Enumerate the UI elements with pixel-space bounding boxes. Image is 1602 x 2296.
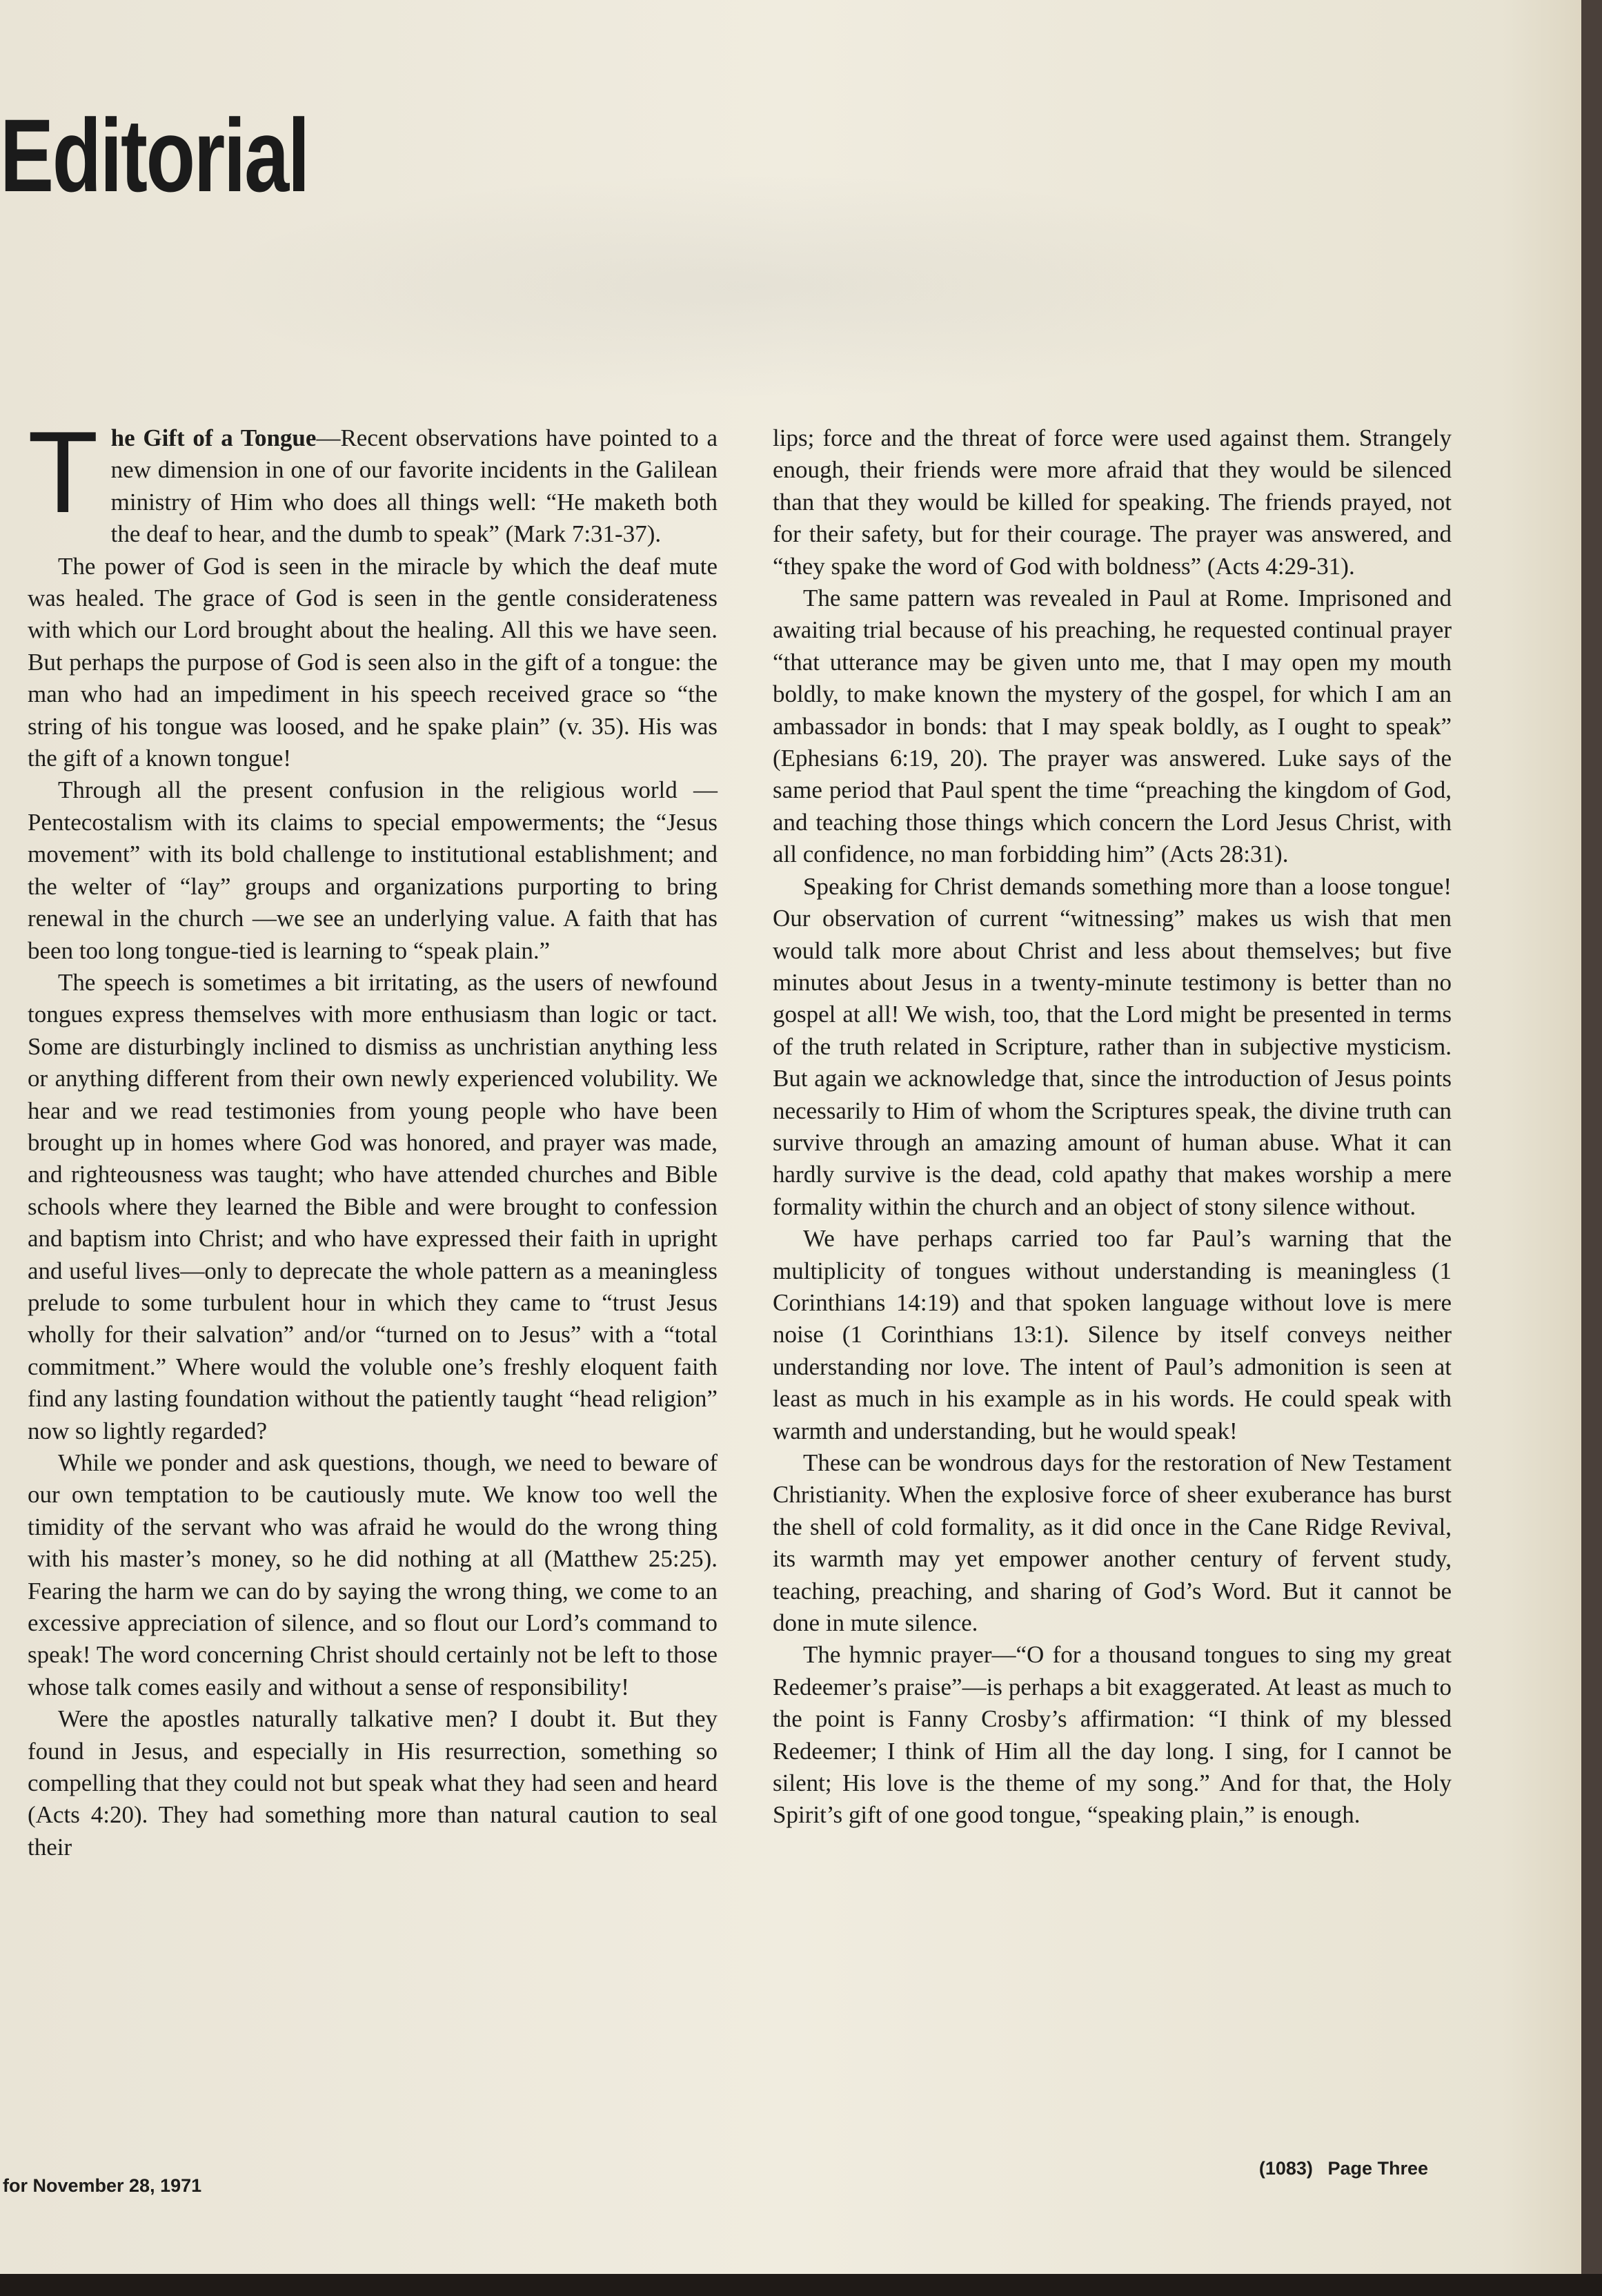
right-paragraph-2: The same pattern was revealed in Paul at Rome. Imprisoned and awaiting trial because of his preaching, he requested continual prayer “that utterance may be given unto me, that I may open my mouth boldly, to make known the mystery of the gospel, for which I am an ambassador in bonds: that I may speak boldly, as I ought to speak” (Ephesians 6:19, 20). The prayer was answered. Luke says of the same period that Paul spent the time “preaching the kingdom of God, and teaching those things which concern the Lord Jesus Christ, with all confidence, no man forbidding him” (Acts 28:31). bbox=[773, 585, 1452, 868]
drop-cap: T bbox=[28, 407, 99, 537]
right-paragraph-4: We have perhaps carried too far Paul’s warning that the multiplicity of tongues without understanding is meaningless (1 Corinthians 14:19) and that spoken language without love is mere noise (1 Corinthians 13:1). Silence by itself conveys neither understanding nor love. The intent of Paul’s admonition is seen at least as much in his example as in his words. He could speak with warmth and understanding, but he would speak! bbox=[773, 1225, 1452, 1444]
footer-date: for November 28, 1971 bbox=[3, 2175, 202, 2196]
right-column bbox=[773, 422, 1452, 1832]
left-paragraph-1 bbox=[28, 407, 718, 551]
left-paragraph-5: While we ponder and ask questions, though, we need to beware of our own temptation to be cautiously mute. We know too well the timidity of the servant who was afraid he would do the wrong thing with his master’s money, so he did nothing at all (Matthew 25:25). Fearing the harm we can do by saying the wrong thing, we come to an excessive appreciation of silence, and so flout our Lord’s command to speak! The word concerning Christ should certainly not be left to those whose talk comes easily and without a sense of responsibility! bbox=[28, 1449, 718, 1700]
article-lead-title: he Gift of a Tongue bbox=[110, 424, 317, 451]
left-column bbox=[28, 407, 718, 1863]
page-label: Page Three bbox=[1327, 2158, 1428, 2179]
footer-page-info bbox=[1249, 2158, 1428, 2179]
page-edge-shadow bbox=[1581, 0, 1602, 2296]
show-through-image bbox=[200, 173, 1304, 400]
left-paragraph-1-text: —Recent observations have pointed to a new dimension in one of our favorite incidents in the Galilean ministry of Him who does all things well: “He maketh both the deaf to hear, and the dumb to speak” (Mark 7:31-37). bbox=[110, 424, 718, 548]
right-paragraph-6: The hymnic prayer—“O for a thousand tongues to sing my great Redeemer’s praise”—is perhaps a bit exaggerated. At least as much to the point is Fanny Crosby’s affirmation: “I think of my blessed Redeemer; I think of Him all the day long. I sing, for I cannot be silent; His love is the theme of my song.” And for that, the Holy Spirit’s gift of one good tongue, “speaking plain,” is enough. bbox=[773, 1641, 1452, 1829]
issue-number: (1083) bbox=[1258, 2158, 1313, 2179]
left-paragraph-4: The speech is sometimes a bit irritating, as the users of newfound tongues express themselves with more enthusiasm than logic or tact. Some are disturbingly inclined to dismiss as unchristian anything less or anything different from their own newly experienced volubility. We hear and we read testimonies from young people who have been brought up in homes where God was honored, and prayer was made, and righteousness was taught; who have attended churches and Bible schools where they learned the Bible and were brought to confession and baptism into Christ; and who have expressed their faith in upright and useful lives—only to deprecate the whole pattern as a meaningless prelude to some turbulent hour in which they came to “trust Jesus wholly for their salvation” and/or “turned on to Jesus” with a “total commitment.” Where would the voluble one’s freshly eloquent faith find any lasting foundation without the patiently taught “head religion” now so lightly regarded? bbox=[28, 968, 718, 1444]
scan-bottom-edge bbox=[0, 2274, 1602, 2296]
left-paragraph-3: Through all the present confusion in the religious world —Pentecostalism with its claims to special empowerments; the “Jesus movement” with its bold challenge to institutional establishment; and the welter of “lay” groups and organizations purporting to bring renewal in the church —we see an underlying value. A faith that has been too long tongue-tied is learning to “speak plain.” bbox=[28, 776, 718, 964]
right-paragraph-1: lips; force and the threat of force were used against them. Strangely enough, their friends were more afraid that they would be silenced than that they would be killed for speaking. The friends prayed, not for their safety, but for their courage. The prayer was answered, and “they spake the word of God with boldness” (Acts 4:29-31). bbox=[773, 424, 1452, 580]
editorial-masthead: Editorial bbox=[0, 97, 309, 213]
left-paragraph-2: The power of God is seen in the miracle by which the deaf mute was healed. The grace of God is seen in the gentle considerateness with which our Lord brought about the healing. All this we have seen. But perhaps the purpose of God is seen also in the gift of a tongue: the man who had an impediment in his speech received grace so “the string of his tongue was loosed, and he spake plain” (v. 35). His was the gift of a known tongue! bbox=[28, 552, 718, 772]
left-paragraph-6: Were the apostles naturally talkative men? I doubt it. But they found in Jesus, and especially in His resurrection, something so compelling that they could not but speak what they had seen and heard (Acts 4:20). They had something more than natural caution to seal their bbox=[28, 1705, 718, 1861]
right-paragraph-3: Speaking for Christ demands something more than a loose tongue! Our observation of current “witnessing” makes us wish that men would talk more about Christ and less about themselves; but five minutes about Jesus in a twenty-minute testimony is better than no gospel at all! We wish, too, that the Lord might be presented in terms of the truth related in Scripture, rather than in subjective mysticism. But again we acknowledge that, since the introduction of Jesus points necessarily to Him of whom the Scriptures speak, the divine truth can survive through an amazing amount of human abuse. What it can hardly survive is the dead, cold apathy that makes worship a mere formality within the church and an object of stony silence without. bbox=[773, 872, 1452, 1220]
right-paragraph-5: These can be wondrous days for the restoration of New Testament Christianity. When the explosive force of sheer exuberance has burst the shell of cold formality, as it did once in the Cane Ridge Revival, its warmth may yet empower another century of fervent study, teaching, preaching, and sharing of God’s Word. But it cannot be done in mute silence. bbox=[773, 1449, 1452, 1637]
